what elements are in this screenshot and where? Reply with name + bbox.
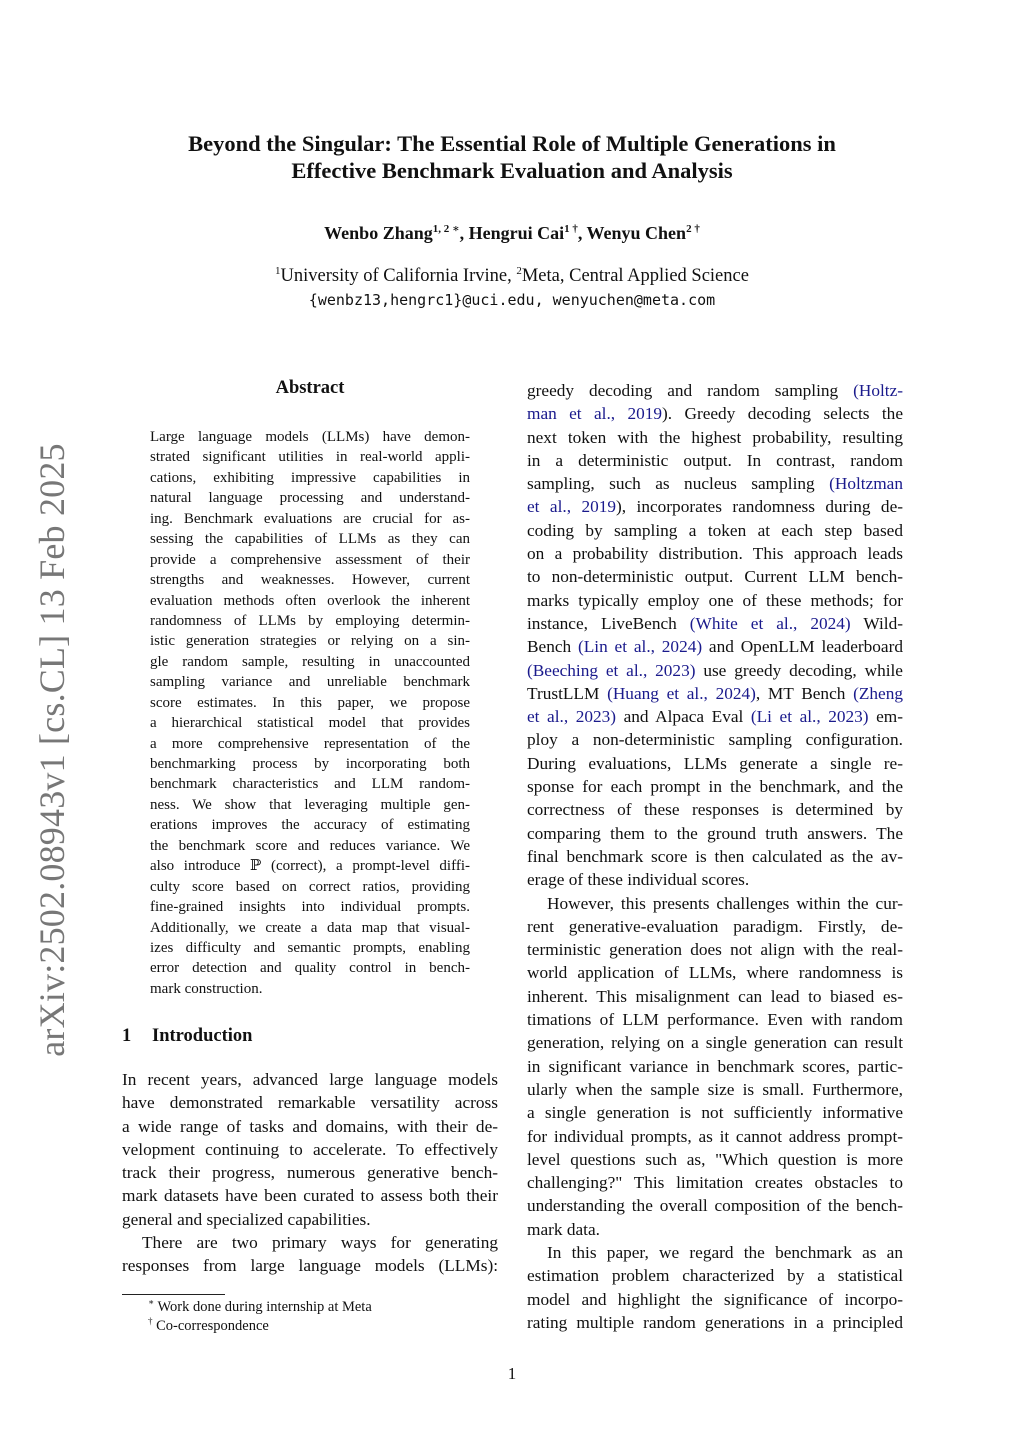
body-line: In recent years, advanced large language models xyxy=(122,1070,498,1089)
body-text: next token with the highest probability, resulting xyxy=(527,427,903,447)
body-line xyxy=(527,1008,903,1031)
arxiv-stamp: arXiv:2502.08943v1 [cs.CL] 13 Feb 2025 xyxy=(32,443,72,1057)
citation-link[interactable]: (Lin et al., 2024) xyxy=(577,637,703,657)
body-line xyxy=(527,1288,903,1311)
body-line: general and specialized capabilities. xyxy=(122,1209,371,1229)
body-line xyxy=(527,426,903,449)
body-text: ploy a non-deterministic sampling configuration. xyxy=(527,730,903,750)
citation-link[interactable]: (Huang et al., 2024) xyxy=(607,683,756,703)
body-text: timations of LLM performance. Even with random xyxy=(527,1010,903,1030)
body-text: correctness of these responses is determined by xyxy=(527,800,903,820)
abstract-line: error detection and quality control in bench- xyxy=(150,960,470,977)
body-text: on a probability distribution. This approach leads xyxy=(527,544,903,564)
body-line xyxy=(527,449,903,472)
author-name: Hengrui Cai xyxy=(468,223,565,243)
abstract-line: strengths and weaknesses. However, current xyxy=(150,572,470,589)
body-line xyxy=(527,1311,903,1334)
body-text: em- xyxy=(868,707,903,727)
body-text: coding by sampling a token at each step based xyxy=(527,520,903,540)
abstract-line: sampling variance and unreliable benchmark xyxy=(150,674,470,691)
affiliation-mark: 1 xyxy=(275,265,281,277)
body-text: During evaluations, LLMs generate a single re- xyxy=(527,753,903,773)
body-text: model and highlight the significance of incorpo- xyxy=(527,1289,903,1309)
body-text: Wild- xyxy=(850,613,903,633)
body-line xyxy=(527,589,903,612)
body-text: terministic generation does not align with the real- xyxy=(527,940,903,960)
paper-title xyxy=(112,130,912,184)
abstract-line: evaluation methods often overlook the inherent xyxy=(150,592,470,609)
body-text: marks typically employ one of these methods; for xyxy=(527,590,903,610)
body-line xyxy=(527,845,903,868)
body-line xyxy=(527,612,903,635)
body-text: However, this presents challenges within the cur- xyxy=(547,893,903,913)
abstract-line: the benchmark score and reduces variance. We xyxy=(150,837,470,854)
citation-link[interactable]: (Beeching et al., 2023) xyxy=(527,660,696,680)
body-line xyxy=(527,892,903,915)
body-line xyxy=(527,728,903,751)
body-text: In this paper, we regard the benchmark as an xyxy=(547,1242,903,1262)
body-line: velopment continuing to accelerate. To effectively xyxy=(122,1139,498,1159)
author-marks: 1, 2 ∗ xyxy=(432,223,460,235)
abstract-line: ness. We show that leveraging multiple gen- xyxy=(150,796,470,813)
affiliation-text: Meta, Central Applied Science xyxy=(521,266,749,287)
abstract-line: score estimates. In this paper, we propose xyxy=(150,694,470,711)
abstract-line: istic generation strategies or relying on a sin- xyxy=(150,633,470,650)
body-line xyxy=(527,1194,903,1217)
author-marks: 1 † xyxy=(564,223,578,235)
body-text: rating multiple random generations in a principled xyxy=(527,1312,903,1332)
body-line xyxy=(527,1125,903,1148)
body-line xyxy=(527,1218,903,1241)
abstract-body xyxy=(150,427,470,999)
body-text: inherent. This misalignment can lead to biased es- xyxy=(527,986,903,1006)
body-text: ). Greedy decoding selects the xyxy=(662,404,903,424)
citation-link[interactable]: et al., 2019 xyxy=(527,497,617,517)
body-text: TrustLLM xyxy=(527,683,608,703)
body-text: in a deterministic output. In contrast, random xyxy=(527,450,903,470)
body-line xyxy=(527,1171,903,1194)
body-text: mark data. xyxy=(527,1219,600,1239)
body-line xyxy=(527,1264,903,1287)
right-column xyxy=(527,379,903,1334)
body-text: comparing them to the ground truth answers. The xyxy=(527,823,903,843)
abstract-line: a hierarchical statistical model that provides xyxy=(150,715,470,732)
body-text: generation, relying on a single generation can result xyxy=(527,1033,903,1053)
body-text: Bench xyxy=(527,637,578,657)
abstract-line: benchmark characteristics and LLM random- xyxy=(150,776,470,793)
section-title: Introduction xyxy=(152,1026,253,1046)
section-heading xyxy=(122,1026,252,1047)
body-text: understanding the overall composition of the bench- xyxy=(527,1196,903,1216)
author-marks: 2 † xyxy=(686,223,700,235)
abstract-line: sessing the capabilities of LLMs as they can xyxy=(150,531,470,548)
body-line xyxy=(527,915,903,938)
body-text: greedy decoding and random sampling xyxy=(527,381,854,400)
abstract-line: fine-grained insights into individual prompts. xyxy=(150,899,470,916)
body-line xyxy=(527,635,903,658)
body-line xyxy=(527,402,903,425)
author-name: Wenyu Chen xyxy=(586,223,687,243)
abstract-line: a more comprehensive representation of the xyxy=(150,735,470,752)
footnote-mark: † xyxy=(148,1316,153,1326)
body-text: sponse for each prompt in the benchmark, and the xyxy=(527,777,903,797)
abstract-line: provide a comprehensive assessment of their xyxy=(150,551,470,568)
footnote-text: Co-correspondence xyxy=(156,1317,269,1334)
citation-link[interactable]: (Li et al., 2023) xyxy=(750,707,869,727)
body-line xyxy=(527,1101,903,1124)
body-text: ), incorporates randomness during de- xyxy=(616,497,903,517)
body-line: a wide range of tasks and domains, with their de- xyxy=(122,1116,498,1136)
body-text: and Alpaca Eval xyxy=(616,707,751,727)
body-line xyxy=(527,775,903,798)
body-text: challenging?" This limitation creates obstacles to xyxy=(527,1173,903,1193)
body-line: responses from large language models (LLMs): xyxy=(122,1256,498,1276)
body-line xyxy=(527,682,903,705)
body-line: have demonstrated remarkable versatility across xyxy=(122,1093,498,1113)
abstract-line: izes difficulty and semantic prompts, enabling xyxy=(150,939,470,956)
abstract-line: mark construction. xyxy=(150,980,263,997)
title-line-2: Effective Benchmark Evaluation and Analysis xyxy=(291,158,733,183)
body-line xyxy=(527,822,903,845)
body-text: sampling, such as nucleus sampling xyxy=(527,474,830,494)
body-line xyxy=(527,659,903,682)
citation-link[interactable]: (Zheng xyxy=(853,683,903,703)
body-line xyxy=(527,705,903,728)
body-text: instance, LiveBench xyxy=(527,613,690,633)
footnote-text: Work done during internship at Meta xyxy=(157,1298,372,1315)
body-line xyxy=(527,379,903,402)
body-line xyxy=(527,1148,903,1171)
body-text: level questions such as, "Which question is more xyxy=(527,1149,903,1169)
abstract-line: also introduce ℙ (correct), a prompt-level diffi- xyxy=(150,858,470,875)
author-name: Wenbo Zhang xyxy=(324,223,433,243)
body-line xyxy=(527,752,903,775)
footnote-rule xyxy=(122,1294,225,1295)
body-text: in significant variance in benchmark scores, partic- xyxy=(527,1056,903,1076)
body-line: There are two primary ways for generating xyxy=(142,1233,498,1253)
author-emails: {wenbz13,hengrc1}@uci.edu, wenyuchen@meta.com xyxy=(308,291,716,309)
affiliation-text: University of California Irvine, xyxy=(280,266,517,287)
affiliations xyxy=(112,265,912,287)
body-line xyxy=(527,1078,903,1101)
body-line xyxy=(527,1031,903,1054)
abstract-line: strated significant utilities in real-world appli- xyxy=(150,449,470,466)
section-number: 1 xyxy=(122,1026,132,1046)
body-line xyxy=(527,495,903,518)
body-text: erage of these individual scores. xyxy=(527,870,750,890)
abstract-line: Additionally, we create a data map that visual- xyxy=(150,919,470,936)
body-text: ularly when the sample size is small. Furthermore, xyxy=(527,1079,903,1099)
body-text: estimation problem characterized by a statistical xyxy=(527,1266,903,1286)
abstract-line: culty score based on correct ratios, providing xyxy=(150,878,470,895)
abstract-line: cations, exhibiting impressive capabilities in xyxy=(150,469,470,486)
body-text: final benchmark score is then calculated as the av- xyxy=(527,846,903,866)
body-line xyxy=(527,542,903,565)
body-text: to non-deterministic output. Current LLM bench- xyxy=(527,567,903,587)
body-line: mark datasets have been curated to assess both their xyxy=(122,1186,498,1206)
page-number: 1 xyxy=(507,1364,517,1383)
body-line xyxy=(527,985,903,1008)
citation-link[interactable]: et al., 2023) xyxy=(527,707,617,727)
title-line-1: Beyond the Singular: The Essential Role of Multiple Generations in xyxy=(188,131,836,156)
body-text: , MT Bench xyxy=(755,683,854,703)
body-text: a single generation is not sufficiently informative xyxy=(527,1103,903,1123)
abstract-line: Large language models (LLMs) have demon- xyxy=(150,429,470,445)
abstract-line: ing. Benchmark evaluations are crucial for as- xyxy=(150,510,470,527)
citation-link[interactable]: (White et al., 2024) xyxy=(689,613,851,633)
abstract-line: natural language processing and understand- xyxy=(150,490,470,507)
body-line xyxy=(527,1055,903,1078)
body-line xyxy=(527,798,903,821)
body-line xyxy=(527,961,903,984)
abstract-line: benchmarking process by incorporating both xyxy=(150,756,470,772)
body-line xyxy=(527,472,903,495)
body-text: world application of LLMs, where randomness is xyxy=(527,963,903,983)
body-text: for individual prompts, as it cannot address prompt- xyxy=(527,1126,903,1146)
citation-link[interactable]: man et al., 2019 xyxy=(527,404,663,424)
body-text: rent generative-evaluation paradigm. Firstly, de- xyxy=(527,916,903,936)
body-line xyxy=(527,938,903,961)
body-text: and OpenLLM leaderboard xyxy=(702,637,903,657)
body-line xyxy=(527,565,903,588)
citation-link[interactable]: (Holtzman xyxy=(829,474,903,494)
body-line xyxy=(527,868,903,891)
body-line xyxy=(527,1241,903,1264)
citation-link[interactable]: (Holtz- xyxy=(853,381,903,400)
footnote-mark: ∗ xyxy=(148,1297,155,1307)
footnote xyxy=(148,1297,372,1316)
body-text: use greedy decoding, while xyxy=(695,660,903,680)
body-line xyxy=(527,519,903,542)
affiliation-mark: 2 xyxy=(516,265,522,277)
abstract-heading: Abstract xyxy=(275,378,345,398)
abstract-line: gle random sample, resulting in unaccounted xyxy=(150,653,470,670)
body-line: track their progress, numerous generative bench- xyxy=(122,1163,498,1183)
author-list: Wenbo Zhang$^{1, 2 ∗}$, Hengrui Cai$^{1 \dagger}$, Wenyu Chen$^{2 \dagger}$ xyxy=(324,223,700,243)
intro-left-column xyxy=(122,1068,498,1278)
abstract-line: erations improves the accuracy of estimating xyxy=(150,817,470,834)
footnote xyxy=(148,1316,269,1335)
abstract-line: randomness of LLMs by employing determin- xyxy=(150,612,470,629)
